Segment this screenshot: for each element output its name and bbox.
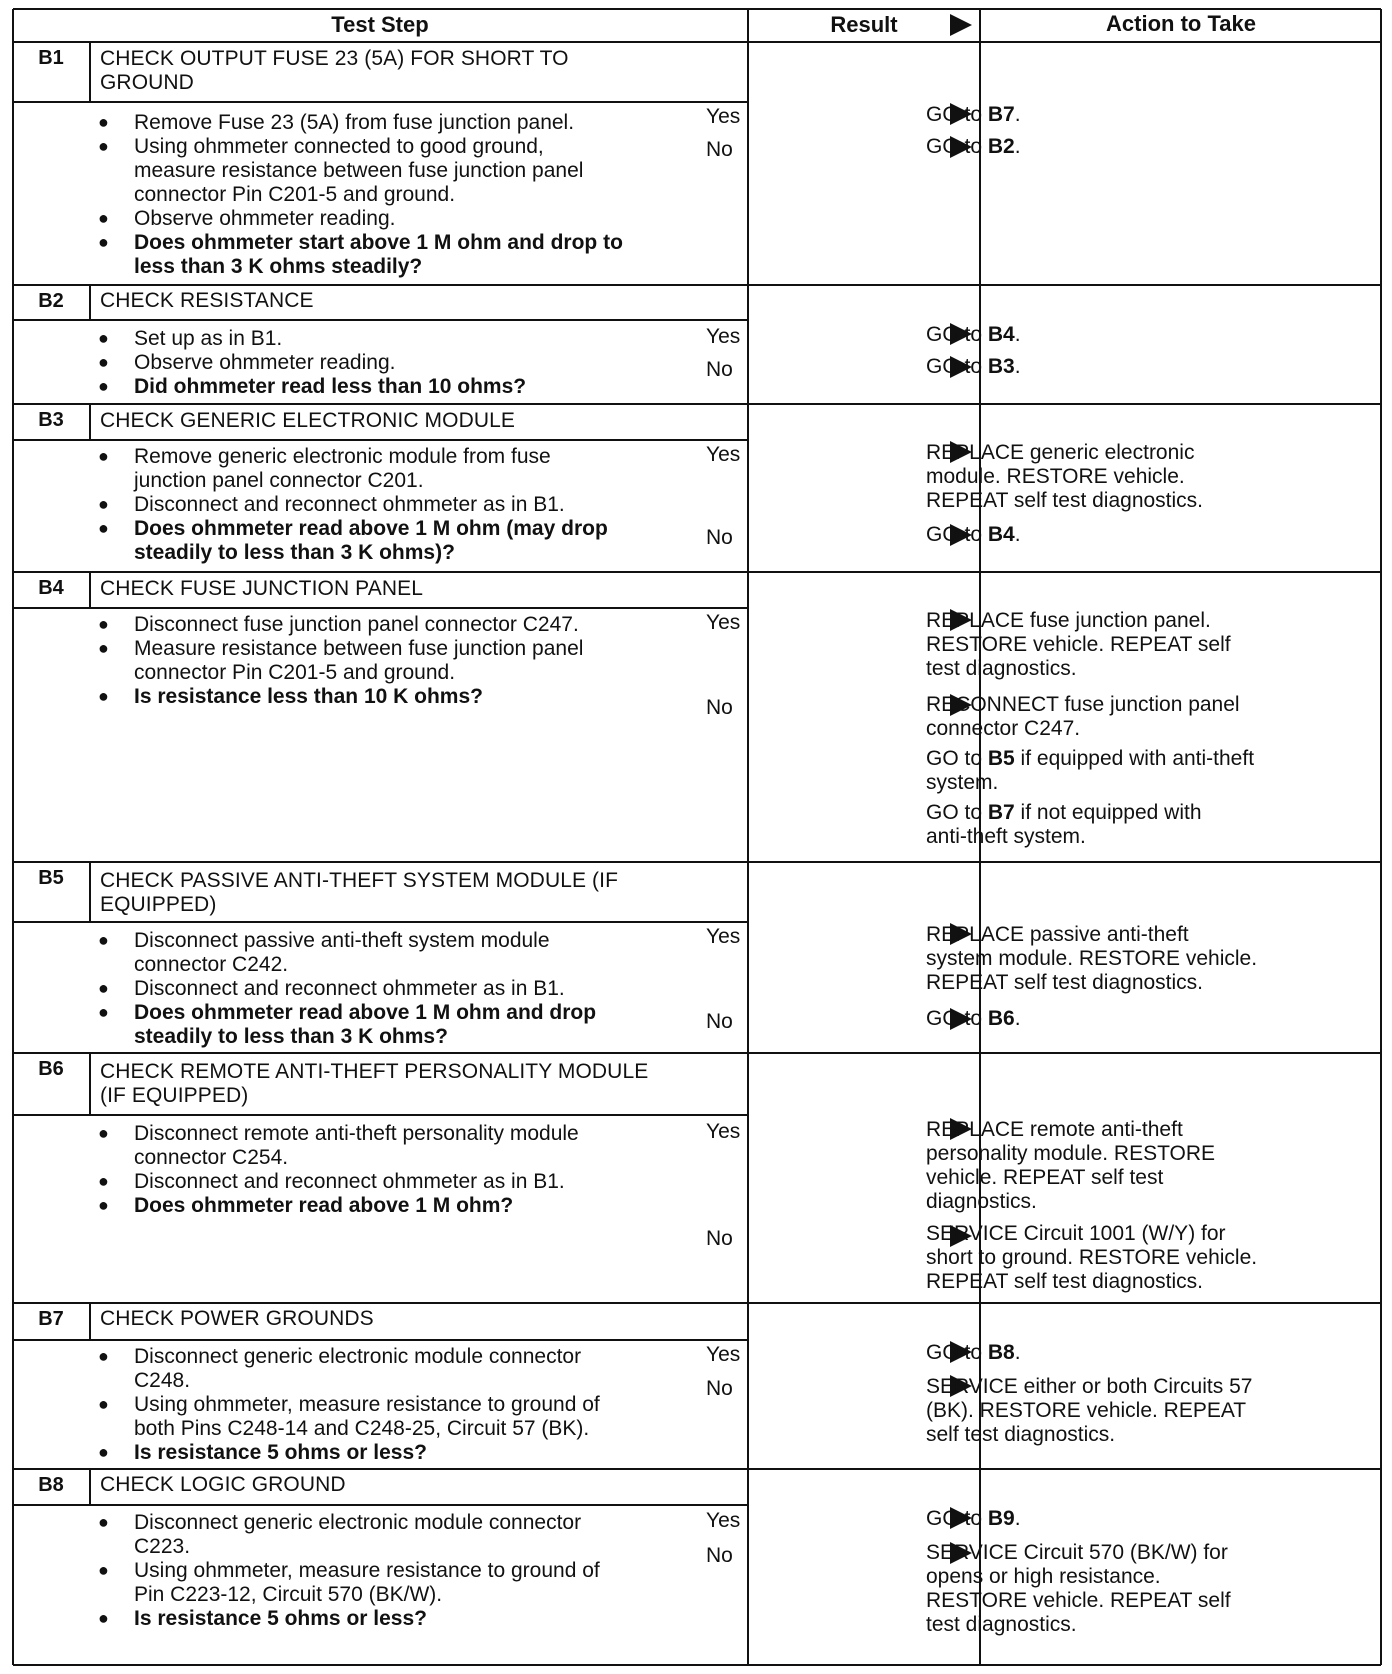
step-reference: B7 bbox=[987, 103, 1015, 126]
bullet-text: Observe ohmmeter reading. bbox=[134, 207, 396, 230]
bullet-line bbox=[98, 612, 748, 637]
action-line bbox=[926, 1588, 1366, 1613]
step-id: B8 bbox=[38, 1474, 64, 1496]
action-text: SERVICE Circuit 1001 (W/Y) for bbox=[926, 1222, 1226, 1245]
result-no: No bbox=[706, 1010, 733, 1033]
bullet-line bbox=[98, 326, 748, 351]
bullet-dot-icon: ● bbox=[98, 1123, 109, 1143]
bullet-dot-icon: ● bbox=[98, 614, 109, 634]
action-line bbox=[926, 1612, 1366, 1637]
step-id: B3 bbox=[38, 409, 64, 431]
result-no: No bbox=[706, 358, 733, 381]
bullet-text: Disconnect passive anti-theft system module bbox=[134, 929, 550, 952]
step-reference: B3 bbox=[987, 355, 1015, 378]
action-text: test diagnostics. bbox=[926, 1613, 1077, 1636]
bullet-line bbox=[98, 110, 748, 135]
action-text: GO to bbox=[926, 135, 988, 158]
step-title: CHECK GENERIC ELECTRONIC MODULE bbox=[100, 409, 515, 432]
step-title: CHECK POWER GROUNDS bbox=[100, 1307, 374, 1330]
action-text: GO to bbox=[926, 103, 988, 126]
action-text: vehicle. REPEAT self test bbox=[926, 1166, 1164, 1189]
result-yes: Yes bbox=[706, 1509, 741, 1532]
action-line bbox=[926, 134, 1366, 159]
action-line bbox=[926, 1269, 1366, 1294]
bullet-dot-icon: ● bbox=[98, 112, 109, 132]
bullet-text: Remove generic electronic module from fuse bbox=[134, 445, 551, 468]
action-text: . bbox=[1014, 1341, 1021, 1364]
bullet-text: Disconnect generic electronic module connector bbox=[134, 1511, 582, 1534]
action-text: RECONNECT fuse junction panel bbox=[926, 693, 1240, 716]
header-action: Action to Take bbox=[1106, 11, 1256, 36]
bullet-line bbox=[98, 468, 748, 493]
action-text: if equipped with anti-theft bbox=[1014, 747, 1255, 770]
result-yes: Yes bbox=[706, 1120, 741, 1143]
bullet-line bbox=[98, 540, 748, 565]
bullet-line bbox=[98, 1024, 748, 1049]
bullet-text: Disconnect fuse junction panel connector C247. bbox=[134, 613, 579, 636]
action-text: test diagnostics. bbox=[926, 657, 1077, 680]
action-text: GO to bbox=[926, 355, 988, 378]
action-line bbox=[926, 322, 1366, 347]
result-yes: Yes bbox=[706, 611, 741, 634]
step-title: EQUIPPED) bbox=[100, 893, 217, 916]
bullet-dot-icon: ● bbox=[98, 1442, 109, 1462]
step-id: B4 bbox=[38, 577, 64, 599]
bullet-dot-icon: ● bbox=[98, 1002, 109, 1022]
result-no: No bbox=[706, 1227, 733, 1250]
bullet-line bbox=[98, 1558, 748, 1583]
bullet-text: less than 3 K ohms steadily? bbox=[134, 255, 423, 278]
step-title: CHECK OUTPUT FUSE 23 (5A) FOR SHORT TO bbox=[100, 47, 569, 70]
bullet-text: Disconnect generic electronic module connector bbox=[134, 1345, 582, 1368]
action-text: REPEAT self test diagnostics. bbox=[926, 489, 1204, 512]
action-text: anti-theft system. bbox=[926, 825, 1086, 848]
action-text: . bbox=[1014, 103, 1021, 126]
action-line bbox=[926, 1422, 1366, 1447]
step-id: B2 bbox=[38, 290, 64, 312]
action-line bbox=[926, 970, 1366, 995]
action-text: REPLACE fuse junction panel. bbox=[926, 609, 1211, 632]
bullet-line bbox=[98, 206, 748, 231]
action-line bbox=[926, 946, 1366, 971]
action-text: . bbox=[1014, 355, 1021, 378]
action-line bbox=[926, 770, 1366, 795]
action-text: system module. RESTORE vehicle. bbox=[926, 947, 1258, 970]
bullet-dot-icon: ● bbox=[98, 232, 109, 252]
bullet-line bbox=[98, 374, 748, 399]
action-text: . bbox=[1014, 1007, 1021, 1030]
bullet-dot-icon: ● bbox=[98, 494, 109, 514]
action-text: SERVICE either or both Circuits 57 bbox=[926, 1375, 1253, 1398]
step-title: CHECK PASSIVE ANTI-THEFT SYSTEM MODULE (IF bbox=[100, 869, 618, 892]
action-line bbox=[926, 1374, 1366, 1399]
bullet-dot-icon: ● bbox=[98, 1346, 109, 1366]
action-line bbox=[926, 1564, 1366, 1589]
bullet-line bbox=[98, 1169, 748, 1194]
action-line bbox=[926, 1398, 1366, 1423]
step-reference: B4 bbox=[987, 323, 1015, 346]
bullet-text: C223. bbox=[134, 1535, 191, 1558]
step-title: (IF EQUIPPED) bbox=[100, 1084, 249, 1107]
bullet-line bbox=[98, 952, 748, 977]
result-yes: Yes bbox=[706, 925, 741, 948]
bullet-text: Observe ohmmeter reading. bbox=[134, 351, 396, 374]
bullet-line bbox=[98, 134, 748, 159]
bullet-dot-icon: ● bbox=[98, 978, 109, 998]
action-line bbox=[926, 1221, 1366, 1246]
bullet-dot-icon: ● bbox=[98, 518, 109, 538]
action-text: GO to bbox=[926, 801, 988, 824]
action-line bbox=[926, 800, 1366, 825]
bullet-dot-icon: ● bbox=[98, 930, 109, 950]
step-reference: B6 bbox=[987, 1007, 1015, 1030]
action-text: REPLACE generic electronic bbox=[926, 441, 1195, 464]
bullet-dot-icon: ● bbox=[98, 1560, 109, 1580]
bullet-text: C248. bbox=[134, 1369, 191, 1392]
bullet-text: connector C242. bbox=[134, 953, 289, 976]
result-no: No bbox=[706, 526, 733, 549]
action-text: GO to bbox=[926, 1507, 988, 1530]
action-text: GO to bbox=[926, 1007, 988, 1030]
bullet-text: Does ohmmeter read above 1 M ohm and drop bbox=[134, 1001, 597, 1024]
action-line bbox=[926, 1340, 1366, 1365]
bullet-text: Set up as in B1. bbox=[134, 327, 283, 350]
result-yes: Yes bbox=[706, 325, 741, 348]
result-yes: Yes bbox=[706, 443, 741, 466]
action-line bbox=[926, 522, 1366, 547]
bullet-line bbox=[98, 928, 748, 953]
action-line bbox=[926, 1189, 1366, 1214]
bullet-line bbox=[98, 230, 748, 255]
step-title: CHECK RESISTANCE bbox=[100, 289, 314, 312]
step-reference: B8 bbox=[987, 1341, 1015, 1364]
bullet-line bbox=[98, 1534, 748, 1559]
result-yes: Yes bbox=[706, 105, 741, 128]
action-text: GO to bbox=[926, 323, 988, 346]
bullet-line bbox=[98, 1121, 748, 1146]
bullet-line bbox=[98, 1606, 748, 1631]
action-text: GO to bbox=[926, 523, 988, 546]
bullet-text: Does ohmmeter read above 1 M ohm (may drop bbox=[134, 517, 608, 540]
step-id: B1 bbox=[38, 47, 64, 69]
step-id: B6 bbox=[38, 1058, 64, 1080]
bullet-line bbox=[98, 976, 748, 1001]
action-line bbox=[926, 1117, 1366, 1142]
action-text: short to ground. RESTORE vehicle. bbox=[926, 1246, 1258, 1269]
action-text: . bbox=[1014, 135, 1021, 158]
action-text: REPLACE remote anti-theft bbox=[926, 1118, 1183, 1141]
bullet-text: Remove Fuse 23 (5A) from fuse junction panel. bbox=[134, 111, 575, 134]
action-line bbox=[926, 488, 1366, 513]
step-reference: B7 bbox=[987, 801, 1015, 824]
bullet-line bbox=[98, 1510, 748, 1535]
action-line bbox=[926, 354, 1366, 379]
result-no: No bbox=[706, 696, 733, 719]
action-text: personality module. RESTORE bbox=[926, 1142, 1216, 1165]
action-text: GO to bbox=[926, 747, 988, 770]
bullet-dot-icon: ● bbox=[98, 376, 109, 396]
bullet-line bbox=[98, 1344, 748, 1369]
bullet-text: steadily to less than 3 K ohms)? bbox=[134, 541, 455, 564]
bullet-dot-icon: ● bbox=[98, 1608, 109, 1628]
header-result: Result bbox=[830, 12, 898, 37]
action-line bbox=[926, 716, 1366, 741]
action-line bbox=[926, 746, 1366, 771]
bullet-line bbox=[98, 1392, 748, 1417]
step-title: CHECK REMOTE ANTI-THEFT PERSONALITY MODULE bbox=[100, 1060, 649, 1083]
action-text: system. bbox=[926, 771, 999, 794]
step-reference: B5 bbox=[987, 747, 1015, 770]
bullet-dot-icon: ● bbox=[98, 686, 109, 706]
bullet-text: Using ohmmeter, measure resistance to ground of bbox=[134, 1393, 600, 1416]
action-text: (BK). RESTORE vehicle. REPEAT bbox=[926, 1399, 1247, 1422]
action-text: . bbox=[1014, 523, 1021, 546]
bullet-text: connector C254. bbox=[134, 1146, 289, 1169]
step-title: CHECK LOGIC GROUND bbox=[100, 1473, 346, 1496]
bullet-dot-icon: ● bbox=[98, 638, 109, 658]
bullet-line bbox=[98, 660, 748, 685]
bullet-line bbox=[98, 1193, 748, 1218]
action-line bbox=[926, 608, 1366, 633]
bullet-text: Measure resistance between fuse junction panel bbox=[134, 637, 584, 660]
step-title: GROUND bbox=[100, 71, 194, 94]
bullet-dot-icon: ● bbox=[98, 352, 109, 372]
bullet-dot-icon: ● bbox=[98, 1195, 109, 1215]
step-reference: B4 bbox=[987, 523, 1015, 546]
step-title: CHECK FUSE JUNCTION PANEL bbox=[100, 577, 423, 600]
header-test-step: Test Step bbox=[331, 12, 429, 37]
bullet-text: Is resistance less than 10 K ohms? bbox=[134, 685, 483, 708]
action-line bbox=[926, 824, 1366, 849]
bullet-text: connector Pin C201-5 and ground. bbox=[134, 183, 456, 206]
bullet-dot-icon: ● bbox=[98, 1171, 109, 1191]
action-text: connector C247. bbox=[926, 717, 1081, 740]
action-line bbox=[926, 102, 1366, 127]
bullet-text: Disconnect and reconnect ohmmeter as in B1. bbox=[134, 977, 565, 1000]
bullet-line bbox=[98, 1440, 748, 1465]
result-yes: Yes bbox=[706, 1343, 741, 1366]
action-text: opens or high resistance. bbox=[926, 1565, 1161, 1588]
bullet-text: junction panel connector C201. bbox=[134, 469, 424, 492]
action-line bbox=[926, 656, 1366, 681]
action-text: module. RESTORE vehicle. bbox=[926, 465, 1185, 488]
bullet-text: Disconnect remote anti-theft personality module bbox=[134, 1122, 579, 1145]
bullet-line bbox=[98, 1368, 748, 1393]
bullet-text: Is resistance 5 ohms or less? bbox=[134, 1607, 427, 1630]
header-arrow-icon bbox=[950, 14, 972, 36]
bullet-line bbox=[98, 1582, 748, 1607]
bullet-text: Does ohmmeter start above 1 M ohm and drop to bbox=[134, 231, 623, 254]
bullet-text: measure resistance between fuse junction panel bbox=[134, 159, 584, 182]
bullet-line bbox=[98, 1145, 748, 1170]
result-no: No bbox=[706, 1377, 733, 1400]
bullet-text: both Pins C248-14 and C248-25, Circuit 57 (BK). bbox=[134, 1417, 590, 1440]
action-line bbox=[926, 1141, 1366, 1166]
action-line bbox=[926, 1165, 1366, 1190]
bullet-text: Does ohmmeter read above 1 M ohm? bbox=[134, 1194, 514, 1217]
action-text: REPEAT self test diagnostics. bbox=[926, 1270, 1204, 1293]
bullet-dot-icon: ● bbox=[98, 136, 109, 156]
bullet-dot-icon: ● bbox=[98, 208, 109, 228]
bullet-line bbox=[98, 254, 748, 279]
action-line bbox=[926, 692, 1366, 717]
action-line bbox=[926, 1506, 1366, 1531]
bullet-text: Using ohmmeter, measure resistance to ground of bbox=[134, 1559, 600, 1582]
bullet-line bbox=[98, 1000, 748, 1025]
bullet-dot-icon: ● bbox=[98, 446, 109, 466]
diagnostic-table bbox=[12, 8, 1382, 1666]
bullet-dot-icon: ● bbox=[98, 328, 109, 348]
bullet-line bbox=[98, 158, 748, 183]
result-no: No bbox=[706, 138, 733, 161]
bullet-text: Disconnect and reconnect ohmmeter as in B1. bbox=[134, 493, 565, 516]
bullet-text: Disconnect and reconnect ohmmeter as in B1. bbox=[134, 1170, 565, 1193]
action-text: RESTORE vehicle. REPEAT self bbox=[926, 1589, 1231, 1612]
action-line bbox=[926, 1540, 1366, 1565]
bullet-line bbox=[98, 492, 748, 517]
action-text: if not equipped with bbox=[1014, 801, 1202, 824]
action-text: diagnostics. bbox=[926, 1190, 1037, 1213]
result-no: No bbox=[706, 1544, 733, 1567]
step-id: B5 bbox=[38, 867, 64, 889]
bullet-line bbox=[98, 636, 748, 661]
bullet-text: Using ohmmeter connected to good ground, bbox=[134, 135, 544, 158]
bullet-line bbox=[98, 516, 748, 541]
action-text: REPLACE passive anti-theft bbox=[926, 923, 1189, 946]
bullet-dot-icon: ● bbox=[98, 1512, 109, 1532]
bullet-text: Did ohmmeter read less than 10 ohms? bbox=[134, 375, 527, 398]
action-line bbox=[926, 1006, 1366, 1031]
bullet-text: steadily to less than 3 K ohms? bbox=[134, 1025, 448, 1048]
step-id: B7 bbox=[38, 1308, 64, 1330]
bullet-dot-icon: ● bbox=[98, 1394, 109, 1414]
action-text: SERVICE Circuit 570 (BK/W) for bbox=[926, 1541, 1228, 1564]
bullet-line bbox=[98, 684, 748, 709]
bullet-line bbox=[98, 444, 748, 469]
bullet-text: Pin C223-12, Circuit 570 (BK/W). bbox=[134, 1583, 443, 1606]
action-text: RESTORE vehicle. REPEAT self bbox=[926, 633, 1231, 656]
action-line bbox=[926, 464, 1366, 489]
bullet-text: connector Pin C201-5 and ground. bbox=[134, 661, 456, 684]
action-text: self test diagnostics. bbox=[926, 1423, 1116, 1446]
action-line bbox=[926, 922, 1366, 947]
action-line bbox=[926, 632, 1366, 657]
bullet-line bbox=[98, 1416, 748, 1441]
action-line bbox=[926, 440, 1366, 465]
action-line bbox=[926, 1245, 1366, 1270]
bullet-text: Is resistance 5 ohms or less? bbox=[134, 1441, 427, 1464]
action-text: . bbox=[1014, 1507, 1021, 1530]
action-text: GO to bbox=[926, 1341, 988, 1364]
step-reference: B9 bbox=[987, 1507, 1015, 1530]
action-text: . bbox=[1014, 323, 1021, 346]
step-reference: B2 bbox=[987, 135, 1015, 158]
bullet-line bbox=[98, 350, 748, 375]
bullet-line bbox=[98, 182, 748, 207]
action-text: REPEAT self test diagnostics. bbox=[926, 971, 1204, 994]
